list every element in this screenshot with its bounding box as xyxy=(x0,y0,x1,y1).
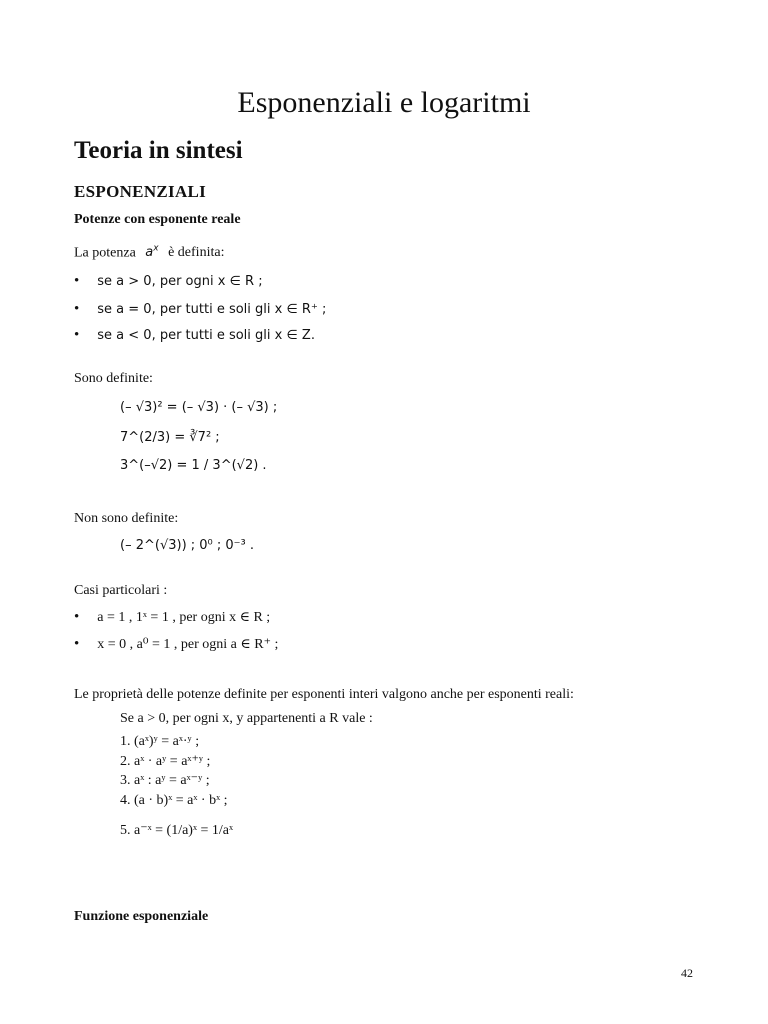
properties-intro: Le proprietà delle potenze definite per esponenti interi valgono anche per esponenti reali: xyxy=(74,687,574,702)
function-heading: Funzione esponenziale xyxy=(74,909,209,924)
undefined-label: Non sono definite: xyxy=(74,511,179,526)
bullet-icon: • xyxy=(74,327,80,343)
bullet-icon: • xyxy=(74,609,80,625)
defined-label: Sono definite: xyxy=(74,371,153,386)
special-bullet: • a = 1 , 1ˣ = 1 , per ogni x ∈ R ; xyxy=(74,609,271,625)
special-bullet: • x = 0 , a⁰ = 1 , per ogni a ∈ R⁺ ; xyxy=(74,636,279,652)
powers-heading: Potenze con esponente reale xyxy=(74,212,241,227)
bullet-icon: • xyxy=(74,636,80,652)
defined-example: 3^(–√2) = 1 / 3^(√2) . xyxy=(120,458,267,473)
properties-condition: Se a > 0, per ogni x, y appartenenti a R vale : xyxy=(120,711,373,726)
bullet-icon: • xyxy=(74,301,80,317)
defined-example: (– √3)² = (– √3) · (– √3) ; xyxy=(120,400,278,415)
property-item: 5. a⁻ˣ = (1/a)ˣ = 1/aˣ xyxy=(120,823,234,838)
defined-example: 7^(2/3) = ∛7² ; xyxy=(120,430,220,445)
special-label: Casi particolari : xyxy=(74,583,168,598)
page-number: 42 xyxy=(681,966,693,980)
undefined-examples: (– 2^(√3)) ; 0⁰ ; 0⁻³ . xyxy=(120,538,255,553)
section-heading: Teoria in sintesi xyxy=(74,137,243,164)
intro-prefix: La potenza xyxy=(74,245,136,261)
subsection-heading: ESPONENZIALI xyxy=(74,182,207,201)
intro-suffix: è definita: xyxy=(168,245,225,261)
property-item: 4. (a · b)ˣ = aˣ · bˣ ; xyxy=(120,793,228,808)
definition-bullet: • se a = 0, per tutti e soli gli x ∈ R⁺ ; xyxy=(74,301,327,317)
property-item: 3. aˣ : aʸ = aˣ⁻ʸ ; xyxy=(120,773,210,788)
definition-bullet: • se a > 0, per ogni x ∈ R ; xyxy=(74,273,263,289)
property-item: 1. (aˣ)ʸ = aˣ·ʸ ; xyxy=(120,734,200,749)
intro-line xyxy=(74,244,224,261)
bullet-icon: • xyxy=(74,273,80,289)
document-title: Esponenziali e logaritmi xyxy=(237,86,531,119)
property-item: 2. aˣ · aʸ = aˣ⁺ʸ ; xyxy=(120,754,211,769)
intro-power: $a^x$ xyxy=(145,244,159,261)
definition-bullet: • se a < 0, per tutti e soli gli x ∈ Z. xyxy=(74,327,315,343)
